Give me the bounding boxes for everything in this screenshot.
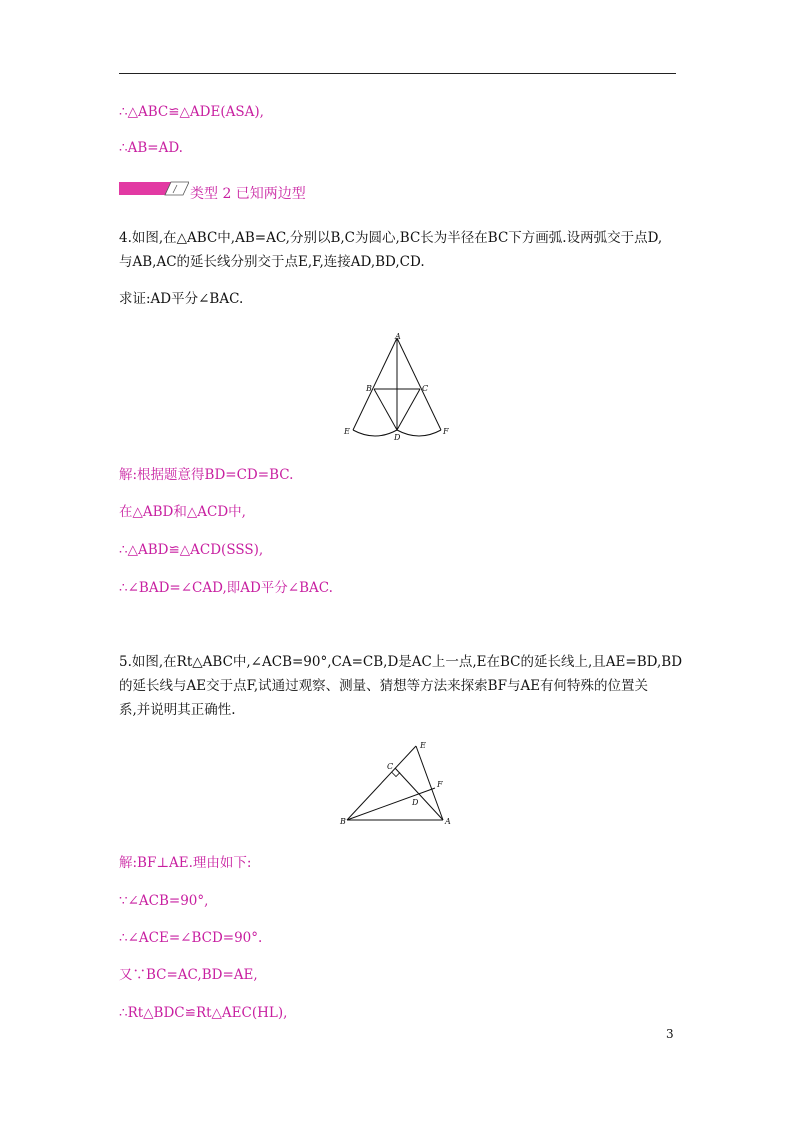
point-label: C: [422, 384, 429, 393]
problem-5-text: 5.如图,在Rt△ABC中,∠ACB=90°,CA=CB,D是AC上一点,E在BC的延长线上,且AE=BD,BD: [119, 654, 683, 670]
point-label: D: [412, 798, 419, 807]
solution-line: 解:BF⊥AE.理由如下:: [119, 855, 252, 871]
problem-5-figure: [337, 740, 462, 830]
point-label: A: [395, 332, 401, 341]
solution-line: ∴∠ACE=∠BCD=90°.: [119, 930, 263, 946]
solution-line: ∴△ABD≌△ACD(SSS),: [119, 542, 264, 558]
point-label: F: [437, 780, 443, 789]
point-label: F: [443, 427, 449, 436]
problem-4-text: 与AB,AC的延长线分别交于点E,F,连接AD,BD,CD.: [119, 254, 425, 270]
section-banner-icon: [119, 181, 189, 197]
point-label: C: [387, 762, 394, 771]
problem-4-text: 4.如图,在△ABC中,AB=AC,分别以B,C为圆心,BC长为半径在BC下方画弧.设两弧交于点D,: [119, 230, 663, 246]
solution-line: ∵∠ACB=90°,: [119, 893, 209, 909]
point-label: B: [366, 384, 372, 393]
section-title: 类型 2 已知两边型: [190, 186, 306, 202]
problem-5-text: 系,并说明其正确性.: [119, 702, 236, 718]
solution-line: 又∵BC=AC,BD=AE,: [119, 967, 258, 983]
solution-line: 解:根据题意得BD=CD=BC.: [119, 467, 294, 483]
header-rule: [119, 73, 676, 74]
solution-line: 在△ABD和△ACD中,: [119, 504, 246, 520]
solution-line: ∴△ABC≌△ADE(ASA),: [119, 104, 264, 120]
page-number: 3: [666, 1027, 674, 1041]
problem-4-figure: [340, 330, 455, 445]
point-label: E: [420, 741, 426, 750]
point-label: A: [445, 817, 451, 826]
solution-line: ∴∠BAD=∠CAD,即AD平分∠BAC.: [119, 580, 333, 596]
problem-5-text: 的延长线与AE交于点F,试通过观察、测量、猜想等方法来探索BF与AE有何特殊的位置关: [119, 678, 649, 694]
point-label: E: [344, 427, 350, 436]
point-label: D: [394, 433, 401, 442]
solution-line: ∴AB=AD.: [119, 140, 183, 156]
problem-4-prove: 求证:AD平分∠BAC.: [119, 291, 244, 307]
point-label: B: [340, 817, 346, 826]
solution-line: ∴Rt△BDC≌Rt△AEC(HL),: [119, 1005, 288, 1021]
